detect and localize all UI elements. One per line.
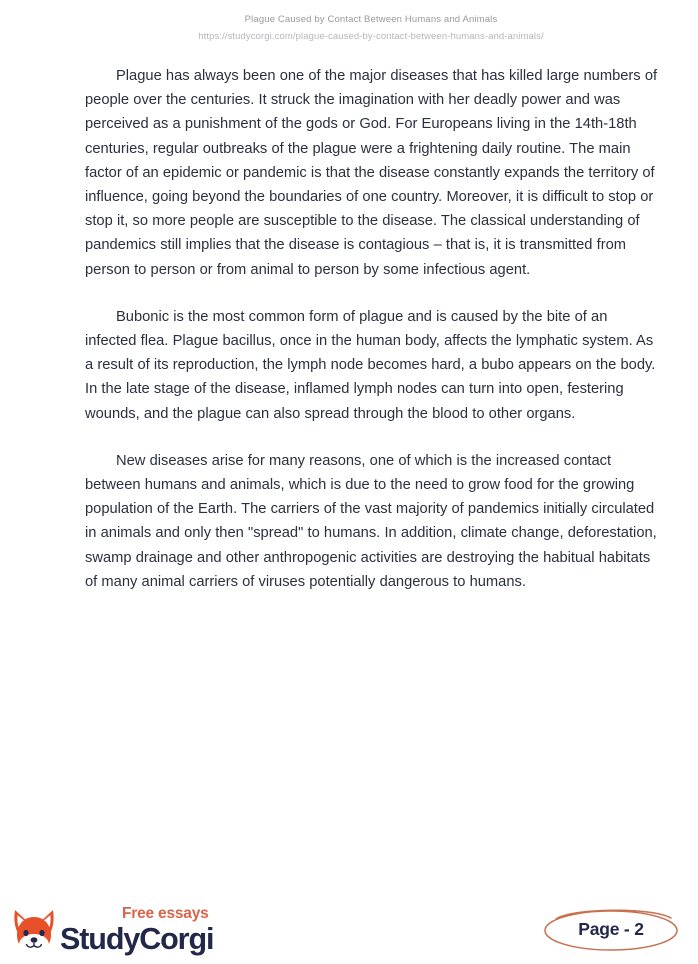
paragraph: Plague has always been one of the major diseases that has killed large numbers of people over the centuries. It struck the imagination with her deadly power and was perceived as a punishment of the gods or God. For Europeans living in the 14th-18th centuries, regular outbreaks of the plague were a frightening daily routine. The main factor of an epidemic or pandemic is that the disease constantly expands the territory of influence, going beyond the boundaries of one country. Moreover, it is difficult to stop or stop it, so more people are susceptible to the disease. The classical understanding of pandemics still implies that the disease is contagious – that is, it is transmitted from person to person or from animal to person by some infectious agent. xyxy=(85,68,658,278)
page-number-badge xyxy=(540,905,682,953)
document-footer xyxy=(0,893,698,964)
brand-wordmark xyxy=(60,905,270,956)
brand-name: StudyCorgi xyxy=(60,922,214,956)
document-title: Plague Caused by Contact Between Humans and Animals xyxy=(244,14,498,25)
paragraph: Bubonic is the most common form of plague and is caused by the bite of an infected flea. Plague bacillus, once in the human body, affects the lymphatic system. As a result of its reproduction, the lymph node becomes hard, a bubo appears on the body. In the late stage of the disease, inflamed lymph nodes can turn into open, festering wounds, and the plague can also spread through the blood to other organs. xyxy=(85,308,656,422)
studycorgi-logo xyxy=(12,899,272,959)
paragraph: New diseases arise for many reasons, one of which is the increased contact between humans and animals, which is due to the need to grow food for the growing population of the Earth. The carriers of the vast majority of pandemics initially circulated in animals and only then "spread" to humans. In addition, climate change, deforestation, swamp drainage and other anthropogenic activities are destroying the habitual habitats of many animal carriers of viruses potentially dangerous to humans. xyxy=(85,452,657,590)
document-body xyxy=(85,64,659,594)
document-source-url: https://studycorgi.com/plague-caused-by-contact-between-humans-and-animals/ xyxy=(198,31,544,42)
brand-tagline: Free essays xyxy=(122,905,209,922)
page-number-label: Page - 2 xyxy=(578,918,644,939)
corgi-mascot-icon xyxy=(12,907,56,955)
document-header xyxy=(85,0,657,43)
